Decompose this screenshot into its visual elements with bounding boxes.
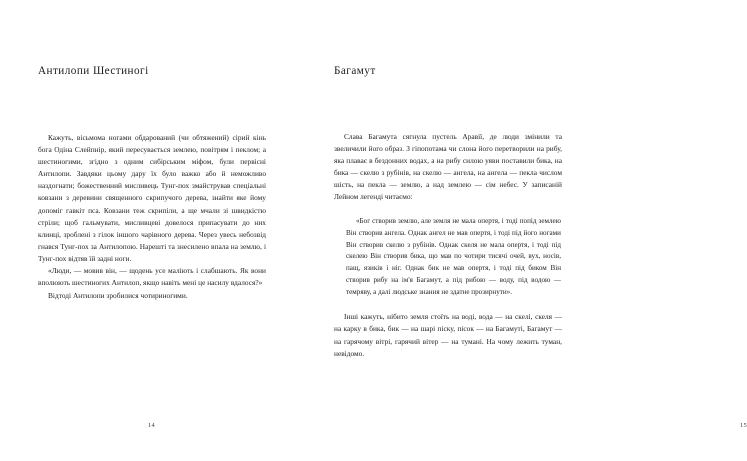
left-page-chapter-title: Антилопи Шестиногі xyxy=(38,65,149,77)
quote-block xyxy=(334,216,562,299)
right-page-chapter-title: Багамут xyxy=(334,65,376,77)
right-page xyxy=(300,0,747,461)
page-number-left: 14 xyxy=(148,422,155,429)
left-page xyxy=(0,0,300,461)
paragraph: Інші кажуть, нібито земля стоїть на воді, вода — на скелі, скеля — на карку в бика, бик — на шарі піску, пісок — на Багамуті, Багамут — на гарячому вітрі, гарячий вітер — на тумані. На чому лежить туман, невідомо. xyxy=(334,312,562,358)
right-page-body xyxy=(334,131,562,360)
page-number-right: 15 xyxy=(740,422,747,429)
quote-paragraph: «Бог створив землю, але земля не мала опертя, і тоді попід землею Він створив ангела. Однак ангел не мав опертя, і тоді під його ногами Він створив скелю з рубінів. Однак скеля не мала опертя, і тоді під скелею Він створив бика, що мав по чотири тисячі очей, вух, носів, пащ, язиків і ніг. Однак бик не мав опертя, і тоді під биком Він створив рибу на ім'я Багамут, а під рибою — воду, під водою — темряву, а далі людське знання не здатне прозирнути». xyxy=(346,216,561,297)
paragraph: Кажуть, вісьмома ногами обдарований (чи обтяжений) сірий кінь бога Одіна Слейпнір, який пересувається землею, повітрям і пеклом; а шестиногими, згідно з одним сибірським міфом, були первісні Антилопи. Завдяки цьому дару їх було важко або й неможливо наздогнати; божественний мисливець Тунг-пох змайстрував спеціальні ковзани з деревини священного скрипучого дерева, знайти яке йому допоміг гавкіт пса. Ковзани теж скрипіли, а ще мчали зі швидкістю стріли; щоб гальмувати, мисливцеві довелося припасувати до них клинці, зроблені з гілок іншого чарівного дерева. Через увесь небозвід гнався Тунг-пох за Антилопою. Нарешті та знесилено впала на землю, і Тунг-пох відтяв їй задні ноги. xyxy=(38,132,266,264)
paragraph: Відтоді Антилопи зробилися чотириногими. xyxy=(48,290,188,300)
left-page-body xyxy=(38,132,266,302)
paragraph: «Люди, — мовив він, — щодень усе маліють і слабшають. Як вони вполюють шестиногих Антилоп, якщо навіть мені це насилу вдалося?» xyxy=(38,266,266,288)
paragraph: Слава Багамута сягнула пустель Аравії, де люди змінили та звеличили його образ. З гіпопотама чи слона його перетворили на рибу, яка плаває в бездонних водах, а на рибу силою уяви поставили бика, на бика — скелю з рубінів, на скелю — ангела, на ангела — пекла числом шість, на пекла — землю, а над землею — сім небес. У записаній Лейном легенді читаємо: xyxy=(334,131,562,202)
